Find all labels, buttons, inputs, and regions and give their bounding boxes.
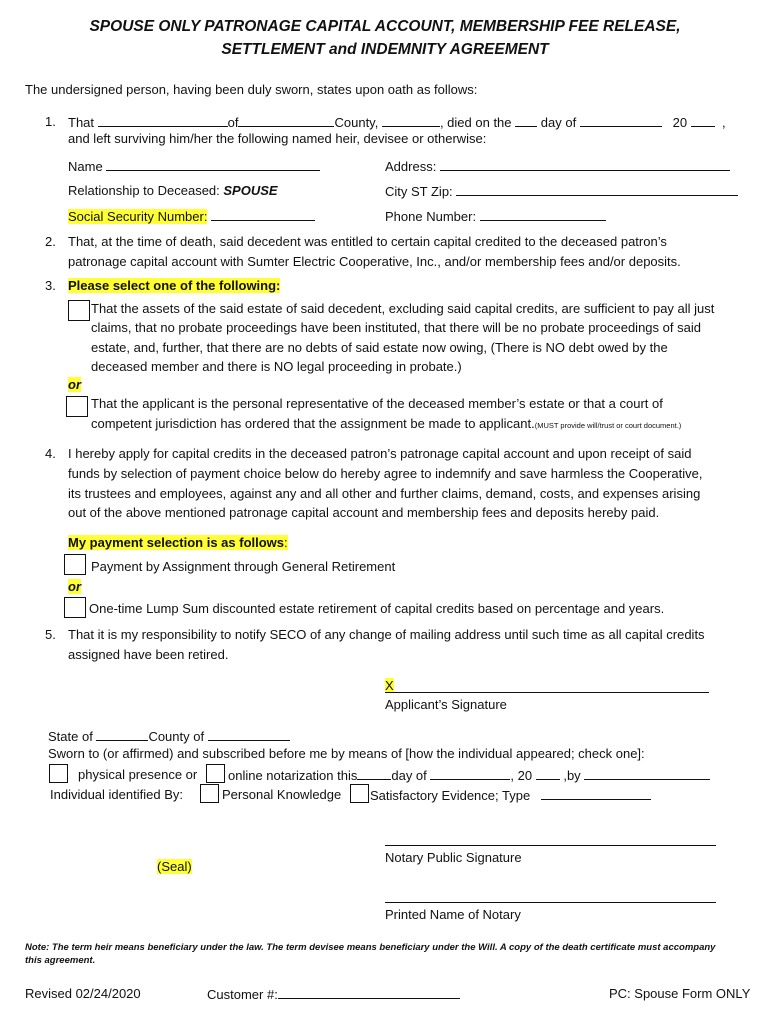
that-label: That [68, 115, 95, 130]
death-day-field[interactable] [515, 114, 537, 127]
select-one-heading: Please select one of the following: [68, 278, 281, 293]
payment-lump-sum-checkbox[interactable] [64, 597, 86, 618]
sworn-statement: Sworn to (or affirmed) and subscribed before me by means of [how the individual appeared; check one]: [48, 746, 645, 761]
notary-signature-line[interactable] [385, 845, 716, 846]
applicant-signature-line[interactable] [385, 692, 709, 693]
or-label [68, 377, 81, 393]
option2-line2 [91, 416, 681, 434]
comma: , [721, 115, 726, 130]
decedent-of-field[interactable] [238, 114, 334, 127]
notary-year-prefix: , 20 [510, 768, 533, 783]
item3-heading [68, 278, 280, 294]
payment-option2: One-time Lump Sum discounted estate retirement of capital credits based on percentage and years. [89, 601, 665, 616]
phone-label: Phone Number: [385, 209, 477, 224]
day-of-label: day of [540, 115, 577, 130]
notary-county-field[interactable] [208, 728, 290, 741]
option-no-probate-checkbox[interactable] [68, 300, 90, 321]
state-field[interactable] [96, 728, 148, 741]
notary-signature-label: Notary Public Signature [385, 850, 522, 865]
physical-presence-checkbox[interactable] [49, 764, 68, 783]
satisfactory-evidence-label: Satisfactory Evidence; Type [370, 788, 531, 803]
of-label: of [227, 115, 239, 130]
printed-name-line[interactable] [385, 902, 716, 903]
county-field[interactable] [382, 114, 440, 127]
heir-address-row [385, 158, 730, 175]
customer-row [207, 986, 460, 1003]
item2-line2: patronage capital account with Sumter Electric Cooperative, Inc., and/or membership fees and/or deposits. [68, 254, 681, 269]
payment-or-label [68, 579, 81, 595]
cityzip-field[interactable] [456, 183, 738, 196]
document-title-line1: SPOUSE ONLY PATRONAGE CAPITAL ACCOUNT, MEMBERSHIP FEE RELEASE, [89, 18, 681, 35]
customer-label: Customer #: [207, 987, 278, 1002]
state-county-row [48, 728, 290, 745]
option1-line4: deceased member and there is NO legal proceeding in probate.) [91, 359, 462, 374]
payment-colon: : [284, 535, 288, 550]
death-year-field[interactable] [691, 114, 715, 127]
online-notarization-checkbox[interactable] [206, 764, 225, 783]
name-label: Name [68, 159, 103, 174]
payment-heading-text: My payment selection is as follows [68, 535, 285, 550]
payment-option1: Payment by Assignment through General Retirement [91, 559, 396, 574]
item4-line2: funds by selection of payment choice below do hereby agree to indemnify and save harmless the Cooperative, [68, 466, 703, 481]
item4-line3: its trustees and employees, against any and all other and further claims, demand, costs, and expenses arising [68, 486, 701, 501]
county-label: County, [334, 115, 379, 130]
physical-presence-label: physical presence or [78, 767, 198, 782]
personal-knowledge-checkbox[interactable] [200, 784, 219, 803]
item-number: 3. [45, 278, 56, 293]
intro-text: The undersigned person, having been duly sworn, states upon oath as follows: [25, 82, 478, 97]
signature-x-mark: X [385, 678, 394, 693]
payment-heading [68, 535, 288, 551]
option2-line1: That the applicant is the personal representative of the deceased member’s estate or that a court of [91, 396, 663, 411]
death-month-field[interactable] [580, 114, 662, 127]
printed-name-label: Printed Name of Notary [385, 907, 521, 922]
satisfactory-evidence-checkbox[interactable] [350, 784, 369, 803]
notary-day-of-label: day of [391, 768, 427, 783]
cityzip-label: City ST Zip: [385, 184, 453, 199]
item4-line4: out of the above mentioned patronage capital account and membership fees and deposits hereby paid. [68, 505, 660, 520]
ssn-field[interactable] [211, 208, 315, 221]
payment-or-text: or [68, 579, 81, 594]
relationship-value: SPOUSE [223, 183, 278, 198]
notary-county-label: County of [148, 729, 205, 744]
address-label: Address: [385, 159, 437, 174]
notary-month-field[interactable] [430, 767, 510, 780]
cityzip-row [385, 183, 738, 200]
ssn-row [68, 208, 315, 225]
document-title-line2: SETTLEMENT and INDEMNITY AGREEMENT [221, 41, 549, 58]
item-number: 2. [45, 234, 56, 249]
applicant-signature-label: Applicant’s Signature [385, 697, 507, 712]
heir-address-field[interactable] [440, 158, 730, 171]
seal-label [157, 859, 192, 875]
option1-line3: estate, and, further, that there are no debts of said estate now owing, (There is NO debt owed by the [91, 340, 668, 355]
option-personal-representative-checkbox[interactable] [66, 396, 88, 417]
state-label: State of [48, 729, 93, 744]
option1-line2: claims, that no probate proceedings have been instituted, that there will be no probate proceedings of said [91, 320, 701, 335]
customer-number-field[interactable] [278, 986, 460, 999]
option2-line2-text: competent jurisdiction has ordered that the assignment be made to applicant. [91, 416, 535, 431]
item-number: 1. [45, 114, 56, 129]
revised-date: Revised 02/24/2020 [25, 986, 141, 1001]
must-provide-note: (MUST provide will/trust or court document.) [534, 421, 682, 430]
physical-presence-row [78, 767, 197, 783]
evidence-type-field[interactable] [541, 787, 651, 800]
identified-by-label: Individual identified By: [50, 787, 183, 802]
item1-line1 [68, 114, 726, 131]
item5-line2: assigned have been retired. [68, 647, 229, 662]
year-prefix: 20 [672, 115, 688, 130]
ssn-label: Social Security Number: [68, 209, 208, 224]
item-number: 4. [45, 446, 56, 461]
form-name: PC: Spouse Form ONLY [609, 986, 751, 1001]
notary-year-field[interactable] [536, 767, 560, 780]
notary-by-field[interactable] [584, 767, 710, 780]
heir-name-field[interactable] [106, 158, 320, 171]
notary-day-field[interactable] [357, 767, 391, 780]
online-notarization-row [228, 767, 710, 784]
relationship-label: Relationship to Deceased: [68, 183, 220, 198]
seal-text: (Seal) [157, 859, 192, 874]
heir-name-row [68, 158, 320, 175]
personal-knowledge-label: Personal Knowledge [222, 787, 342, 802]
died-label: , died on the [439, 115, 512, 130]
notary-by-label: ,by [563, 768, 581, 783]
online-notarization-label: online notarization this [228, 768, 358, 783]
item5-line1: That it is my responsibility to notify SECO of any change of mailing address until such time as all capital credits [68, 627, 705, 642]
item2-line1: That, at the time of death, said decedent was entitled to certain capital credited to the deceased patron’s [68, 234, 667, 249]
item4-line1: I hereby apply for capital credits in the deceased patron’s patronage capital account and upon receipt of said [68, 446, 692, 461]
payment-general-retirement-checkbox[interactable] [64, 554, 86, 575]
or-text: or [68, 377, 81, 392]
satisfactory-evidence-row [370, 787, 651, 804]
footnote: Note: The term heir means beneficiary under the law. The term devisee means beneficiary under the Will. A copy of the death certificate must accompany this agreement. [25, 942, 716, 966]
item-number: 5. [45, 627, 56, 642]
phone-field[interactable] [480, 208, 606, 221]
item1-line2: and left surviving him/her the following named heir, devisee or otherwise: [68, 131, 487, 146]
phone-row [385, 208, 606, 225]
option1-line1: That the assets of the said estate of said decedent, excluding said capital credits, are sufficient to pay all just [91, 301, 715, 316]
relationship-row [68, 183, 278, 199]
decedent-name-field[interactable] [98, 114, 228, 127]
